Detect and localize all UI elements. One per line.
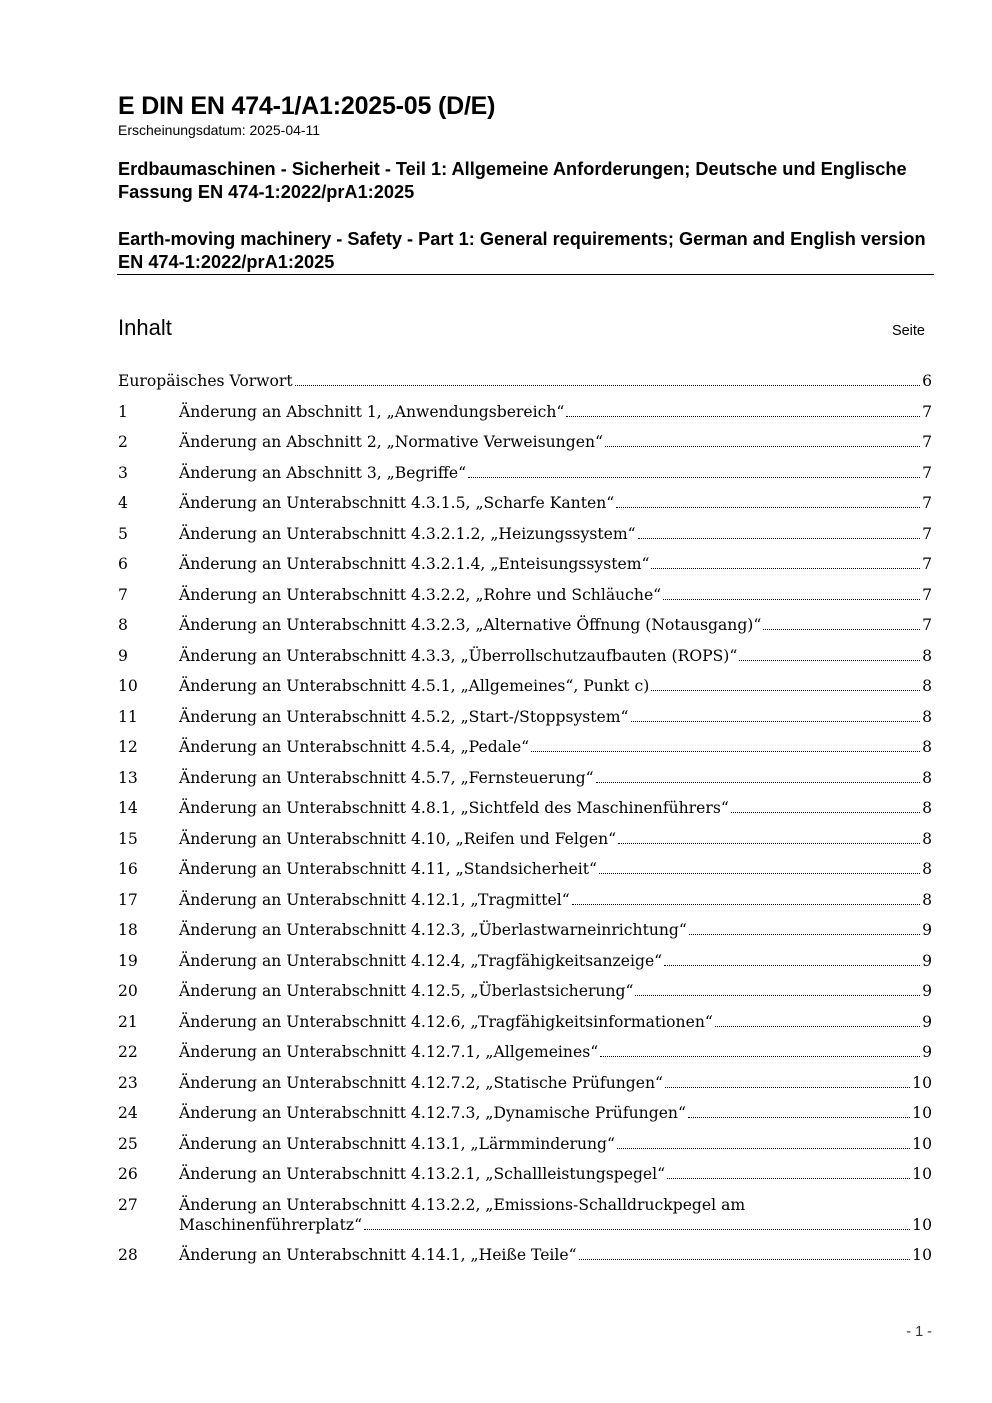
toc-entry-page: 9: [922, 1013, 932, 1031]
toc-entry-title: Änderung an Unterabschnitt 4.3.2.2, „Rohre und Schläuche“: [179, 586, 662, 604]
toc-leader-dots: [617, 1133, 910, 1149]
toc-entry[interactable]: [118, 980, 932, 1002]
toc-entry-title: Änderung an Abschnitt 1, „Anwendungsbereich“: [179, 403, 565, 421]
toc-entry-number: 14: [118, 799, 138, 817]
toc-entry-number: 1: [118, 403, 128, 421]
toc-entry[interactable]: [118, 1194, 932, 1237]
toc-entry-number: 13: [118, 769, 138, 787]
toc-entry-number: 17: [118, 891, 138, 909]
toc-entry[interactable]: [118, 1011, 932, 1033]
toc-entry[interactable]: [118, 736, 932, 758]
toc-entry[interactable]: [118, 706, 932, 728]
toc-entry-number: 23: [118, 1074, 138, 1092]
publication-date: Erscheinungsdatum: 2025-04-11: [118, 122, 321, 138]
toc-entry-page: 8: [922, 769, 932, 787]
toc-leader-dots: [600, 1041, 920, 1057]
toc-leader-dots: [596, 767, 920, 783]
toc-entry[interactable]: [118, 523, 932, 545]
title-english: Earth-moving machinery - Safety - Part 1: General requirements; German and English version EN 474-1:2022/prA1:2025: [118, 229, 926, 272]
toc-entry-number: 10: [118, 677, 138, 695]
header-divider: [117, 274, 934, 275]
toc-entry-page: 10: [912, 1216, 932, 1234]
toc-entry[interactable]: [118, 919, 932, 941]
toc-entry-number: 11: [118, 708, 138, 726]
toc-entry[interactable]: [118, 797, 932, 819]
page-number: - 1 -: [906, 1324, 932, 1340]
document-id: E DIN EN 474-1/A1:2025-05 (D/E): [118, 92, 496, 120]
toc-entry-page: 8: [922, 799, 932, 817]
toc-entry-title: Europäisches Vorwort: [118, 372, 293, 390]
toc-entry-page: 7: [922, 555, 932, 573]
toc-entry-page: 7: [922, 433, 932, 451]
toc-entry-number: 6: [118, 555, 128, 573]
toc-leader-dots: [739, 645, 920, 661]
toc-entry-number: 28: [118, 1246, 138, 1264]
toc-entry-page: 9: [922, 952, 932, 970]
toc-entry[interactable]: [118, 889, 932, 911]
toc-entry[interactable]: [118, 462, 932, 484]
title-german: Erdbaumaschinen - Sicherheit - Teil 1: Allgemeine Anforderungen; Deutsche und Englische Fassung EN 474-1:2022/prA1:2025: [118, 159, 907, 202]
toc-entry-title: Änderung an Unterabschnitt 4.5.1, „Allgemeines“, Punkt c): [179, 677, 650, 695]
toc-entry-title: Änderung an Abschnitt 3, „Begriffe“: [179, 464, 467, 482]
toc-entry-title: Änderung an Unterabschnitt 4.12.7.3, „Dynamische Prüfungen“: [179, 1104, 686, 1122]
toc-leader-dots: [572, 889, 920, 905]
toc-entry-page: 8: [922, 647, 932, 665]
toc-entry-number: 9: [118, 647, 128, 665]
toc-entry[interactable]: [118, 645, 932, 667]
toc-entry-title: Änderung an Unterabschnitt 4.10, „Reifen und Felgen“: [179, 830, 617, 848]
toc-entry-title: Änderung an Unterabschnitt 4.12.6, „Tragfähigkeitsinformationen“: [179, 1013, 713, 1031]
toc-entry[interactable]: [118, 492, 932, 514]
toc-entry-number: 24: [118, 1104, 138, 1122]
toc-entry-title: Änderung an Abschnitt 2, „Normative Verweisungen“: [179, 433, 603, 451]
toc-entry[interactable]: [118, 1244, 932, 1266]
toc-entry-title: Änderung an Unterabschnitt 4.13.2.1, „Schallleistungspegel“: [179, 1165, 666, 1183]
toc-entry-number: 15: [118, 830, 138, 848]
toc-entry-page: 8: [922, 891, 932, 909]
toc-entry-page: 6: [922, 372, 932, 390]
toc-entry-number: 19: [118, 952, 138, 970]
toc-entry-title: Änderung an Unterabschnitt 4.5.7, „Fernsteuerung“: [179, 769, 594, 787]
toc-entry-number: 16: [118, 860, 138, 878]
toc-entry-number: 22: [118, 1043, 138, 1061]
toc-entry-title: Änderung an Unterabschnitt 4.5.2, „Start-/Stoppsystem“: [179, 708, 629, 726]
toc-entry[interactable]: [118, 401, 932, 423]
toc-entry-title: Änderung an Unterabschnitt 4.11, „Standsicherheit“: [179, 860, 597, 878]
toc-entry[interactable]: [118, 828, 932, 850]
toc-entry[interactable]: [118, 1072, 932, 1094]
toc-leader-dots: [651, 675, 920, 691]
toc-entry-page: 9: [922, 1043, 932, 1061]
toc-entry-page: 9: [922, 982, 932, 1000]
toc-entry-number: 21: [118, 1013, 138, 1031]
toc-leader-dots: [618, 828, 920, 844]
toc-entry-title: Änderung an Unterabschnitt 4.5.4, „Pedale“: [179, 738, 530, 756]
toc-entry-number: 12: [118, 738, 138, 756]
toc-entry-page: 10: [912, 1246, 932, 1264]
toc-leader-dots: [651, 553, 920, 569]
toc-entry[interactable]: [118, 858, 932, 880]
toc-entry-page: 7: [922, 616, 932, 634]
toc-entry-number: 7: [118, 586, 128, 604]
toc-leader-dots: [531, 736, 920, 752]
toc-entry[interactable]: [118, 614, 932, 636]
toc-entry-page: 8: [922, 738, 932, 756]
toc-leader-dots: [579, 1244, 911, 1260]
toc-leader-dots: [605, 431, 920, 447]
toc-leader-dots: [763, 614, 920, 630]
toc-entry-page: 7: [922, 525, 932, 543]
toc-entry-number: 26: [118, 1165, 138, 1183]
toc-entry-title: Änderung an Unterabschnitt 4.13.2.2, „Emissions-Schalldruckpegel am: [179, 1196, 746, 1214]
toc-entry[interactable]: [118, 767, 932, 789]
toc-entry-page: 7: [922, 464, 932, 482]
toc-entry-title: Änderung an Unterabschnitt 4.13.1, „Lärmminderung“: [179, 1135, 616, 1153]
toc-entry-title: Änderung an Unterabschnitt 4.12.3, „Überlastwarneinrichtung“: [179, 921, 687, 939]
toc-leader-dots: [295, 370, 920, 386]
toc-leader-dots: [635, 980, 920, 996]
toc-entry-title: Änderung an Unterabschnitt 4.3.2.1.4, „Enteisungssystem“: [179, 555, 650, 573]
toc-entry-title: Änderung an Unterabschnitt 4.12.7.1, „Allgemeines“: [179, 1043, 599, 1061]
toc-leader-dots: [616, 492, 920, 508]
toc-entry-page: 7: [922, 586, 932, 604]
toc-entry-page: 8: [922, 860, 932, 878]
toc-entry[interactable]: [118, 584, 932, 606]
toc-foreword[interactable]: [118, 370, 932, 392]
toc-leader-dots: [566, 401, 920, 417]
toc-leader-dots: [731, 797, 920, 813]
toc-entry-title: Änderung an Unterabschnitt 4.3.3, „Überrollschutzaufbauten (ROPS)“: [179, 647, 738, 665]
toc-leader-dots: [667, 1163, 910, 1179]
toc-entry-title: Änderung an Unterabschnitt 4.3.1.5, „Scharfe Kanten“: [179, 494, 615, 512]
toc-leader-dots: [638, 523, 920, 539]
toc-entry-title: Änderung an Unterabschnitt 4.12.4, „Tragfähigkeitsanzeige“: [179, 952, 663, 970]
toc-entry[interactable]: [118, 1041, 932, 1063]
toc-entry[interactable]: [118, 1102, 932, 1124]
toc-leader-dots: [631, 706, 921, 722]
toc-entry-title: Änderung an Unterabschnitt 4.8.1, „Sichtfeld des Maschinenführers“: [179, 799, 729, 817]
toc-entry-number: 20: [118, 982, 138, 1000]
toc-entry-title: Änderung an Unterabschnitt 4.3.2.3, „Alternative Öffnung (Notausgang)“: [179, 616, 762, 634]
toc-leader-dots: [664, 950, 920, 966]
toc-leader-dots: [468, 462, 920, 478]
toc-entry-number: 18: [118, 921, 138, 939]
toc-entry-page: 9: [922, 921, 932, 939]
toc-entry-page: 10: [912, 1165, 932, 1183]
toc-entry-page: 10: [912, 1135, 932, 1153]
toc-entry-number: 4: [118, 494, 128, 512]
toc-leader-dots: [689, 919, 920, 935]
toc-entry-number: 3: [118, 464, 128, 482]
toc-heading: Inhalt: [118, 315, 172, 340]
toc-entry[interactable]: [118, 1163, 932, 1185]
toc-entry-title-continued: Maschinenführerplatz“: [179, 1216, 363, 1234]
toc-entry-page: 10: [912, 1104, 932, 1122]
toc-leader-dots: [715, 1011, 920, 1027]
toc-entry-page: 8: [922, 708, 932, 726]
toc-leader-dots: [665, 1072, 910, 1088]
toc-page-label: Seite: [891, 323, 925, 339]
toc-entry-page: 8: [922, 677, 932, 695]
toc-entry-page: 7: [922, 403, 932, 421]
toc-entry-title: Änderung an Unterabschnitt 4.3.2.1.2, „Heizungssystem“: [179, 525, 636, 543]
toc-leader-dots: [364, 1214, 910, 1230]
toc-entry-number: 2: [118, 433, 128, 451]
toc-entry[interactable]: [118, 950, 932, 972]
toc-entry-title: Änderung an Unterabschnitt 4.12.7.2, „Statische Prüfungen“: [179, 1074, 664, 1092]
toc-leader-dots: [688, 1102, 910, 1118]
toc-entry-number: 8: [118, 616, 128, 634]
toc-entry-title: Änderung an Unterabschnitt 4.12.1, „Tragmittel“: [179, 891, 570, 909]
toc-leader-dots: [663, 584, 920, 600]
toc-entry[interactable]: [118, 553, 932, 575]
toc-entry-number: 5: [118, 525, 128, 543]
toc-entry-page: 10: [912, 1074, 932, 1092]
toc-entry[interactable]: [118, 1133, 932, 1155]
toc-entry-number: 25: [118, 1135, 138, 1153]
toc-entry-number: 27: [118, 1196, 138, 1214]
toc-entry[interactable]: [118, 675, 932, 697]
toc-leader-dots: [599, 858, 920, 874]
toc-entry-page: 7: [922, 494, 932, 512]
toc-entry-title: Änderung an Unterabschnitt 4.14.1, „Heiße Teile“: [179, 1246, 577, 1264]
toc-entry[interactable]: [118, 431, 932, 453]
toc-entry-title: Änderung an Unterabschnitt 4.12.5, „Überlastsicherung“: [179, 982, 634, 1000]
toc-entry-page: 8: [922, 830, 932, 848]
